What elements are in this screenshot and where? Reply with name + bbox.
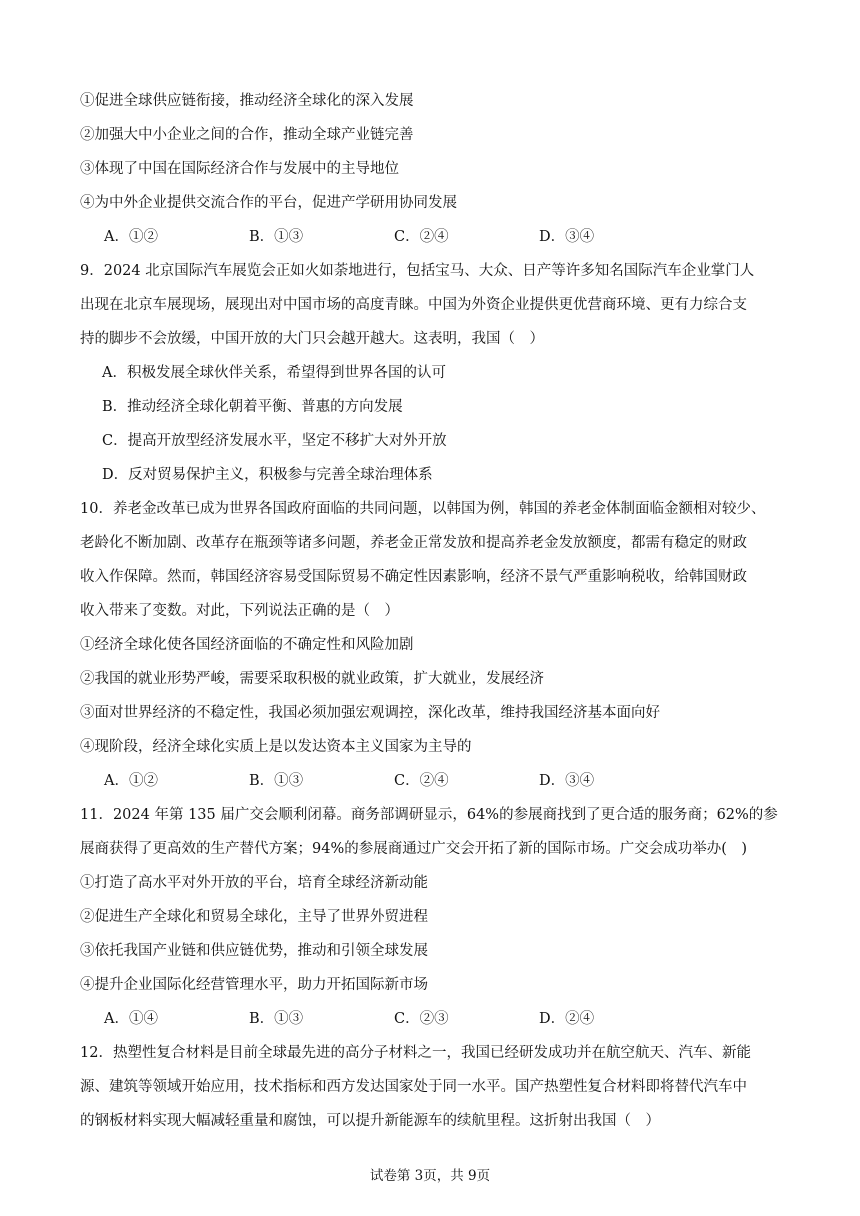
choice-c: C．提高开放型经济发展水平，坚定不移扩大对外开放 xyxy=(102,433,447,449)
option-d: D．③④ xyxy=(539,229,595,245)
statement-item: ④为中外企业提供交流合作的平台，促进产学研用协同发展 xyxy=(80,195,457,211)
question-8-options xyxy=(80,220,785,254)
question-text-line: 持的脚步不会放缓，中国开放的大门只会越开越大。这表明，我国（ ） xyxy=(80,331,544,347)
question-10-items xyxy=(80,628,785,764)
statement-item: ②促进生产全球化和贸易全球化，主导了世界外贸进程 xyxy=(80,909,428,925)
question-text-line: 出现在北京车展现场，展现出对中国市场的高度青睐。中国为外资企业提供更优营商环境、更有力综合支 xyxy=(80,297,747,313)
question-11-stem xyxy=(80,798,785,866)
choice-d: D．反对贸易保护主义，积极参与完善全球治理体系 xyxy=(102,467,433,483)
option-c: C．②④ xyxy=(394,229,449,245)
question-text-line: 源、建筑等领域开始应用，技术指标和西方发达国家处于同一水平。国产热塑性复合材料即将替代汽车中 xyxy=(80,1079,747,1095)
statement-item: ④提升企业国际化经营管理水平，助力开拓国际新市场 xyxy=(80,977,428,993)
option-c: C．②③ xyxy=(394,1011,449,1027)
question-text-line: 9．2024 北京国际汽车展览会正如火如荼地进行，包括宝马、大众、日产等许多知名国际汽车企业掌门人 xyxy=(80,263,755,279)
option-d: D．③④ xyxy=(539,773,595,789)
question-text-line: 11．2024 年第 135 届广交会顺利闭幕。商务部调研显示，64%的参展商找到了更合适的服务商；62%的参 xyxy=(80,807,778,823)
statement-item: ②加强大中小企业之间的合作，推动全球产业链完善 xyxy=(80,127,414,143)
statement-item: ②我国的就业形势严峻，需要采取积极的就业政策，扩大就业，发展经济 xyxy=(80,671,544,687)
statement-item: ①经济全球化使各国经济面临的不确定性和风险加剧 xyxy=(80,637,414,653)
question-text-line: 收入作保障。然而，韩国经济容易受国际贸易不确定性因素影响，经济不景气严重影响税收，给韩国财政 xyxy=(80,569,747,585)
question-12-stem xyxy=(80,1036,785,1138)
option-b: B．①③ xyxy=(249,1011,304,1027)
question-text-line: 展商获得了更高效的生产替代方案；94%的参展商通过广交会开拓了新的国际市场。广交会成功举办( ) xyxy=(80,841,748,857)
statement-item: ③面对世界经济的不稳定性，我国必须加强宏观调控，深化改革，维持我国经济基本面向好 xyxy=(80,705,660,721)
question-11-options xyxy=(80,1002,785,1036)
page-content xyxy=(80,84,785,1138)
option-b: B．①③ xyxy=(249,773,304,789)
statement-item: ③体现了中国在国际经济合作与发展中的主导地位 xyxy=(80,161,399,177)
question-11-items xyxy=(80,866,785,1002)
statement-item: ④现阶段，经济全球化实质上是以发达资本主义国家为主导的 xyxy=(80,739,472,755)
option-a: A．①② xyxy=(104,229,158,245)
question-text-line: 12．热塑性复合材料是目前全球最先进的高分子材料之一，我国已经研发成功并在航空航天、汽车、新能 xyxy=(80,1045,751,1061)
question-text-line: 老龄化不断加剧、改革存在瓶颈等诸多问题，养老金正常发放和提高养老金发放额度，都需有稳定的财政 xyxy=(80,535,747,551)
statement-item: ③依托我国产业链和供应链优势，推动和引领全球发展 xyxy=(80,943,428,959)
question-text-line: 收入带来了变数。对此，下列说法正确的是（ ） xyxy=(80,603,399,619)
choice-a: A．积极发展全球伙伴关系，希望得到世界各国的认可 xyxy=(102,365,446,381)
option-b: B．①③ xyxy=(249,229,304,245)
question-9-choices xyxy=(80,356,785,492)
page-footer: 试卷第 3页，共 9页 xyxy=(369,1168,491,1184)
question-9-stem xyxy=(80,254,785,356)
choice-b: B．推动经济全球化朝着平衡、普惠的方向发展 xyxy=(102,399,403,415)
question-text-line: 的钢板材料实现大幅减轻重量和腐蚀，可以提升新能源车的续航里程。这折射出我国（ ） xyxy=(80,1113,660,1129)
option-a: A．①② xyxy=(104,773,158,789)
question-text-line: 10．养老金改革已成为世界各国政府面临的共同问题，以韩国为例，韩国的养老金体制面临金额相对较少、 xyxy=(80,501,766,517)
option-c: C．②④ xyxy=(394,773,449,789)
question-10-stem xyxy=(80,492,785,628)
question-10-options xyxy=(80,764,785,798)
statement-item: ①打造了高水平对外开放的平台，培育全球经济新动能 xyxy=(80,875,428,891)
option-d: D．②④ xyxy=(539,1011,595,1027)
option-a: A．①④ xyxy=(104,1011,158,1027)
statement-item: ①促进全球供应链衔接，推动经济全球化的深入发展 xyxy=(80,93,414,109)
question-8-items xyxy=(80,84,785,220)
